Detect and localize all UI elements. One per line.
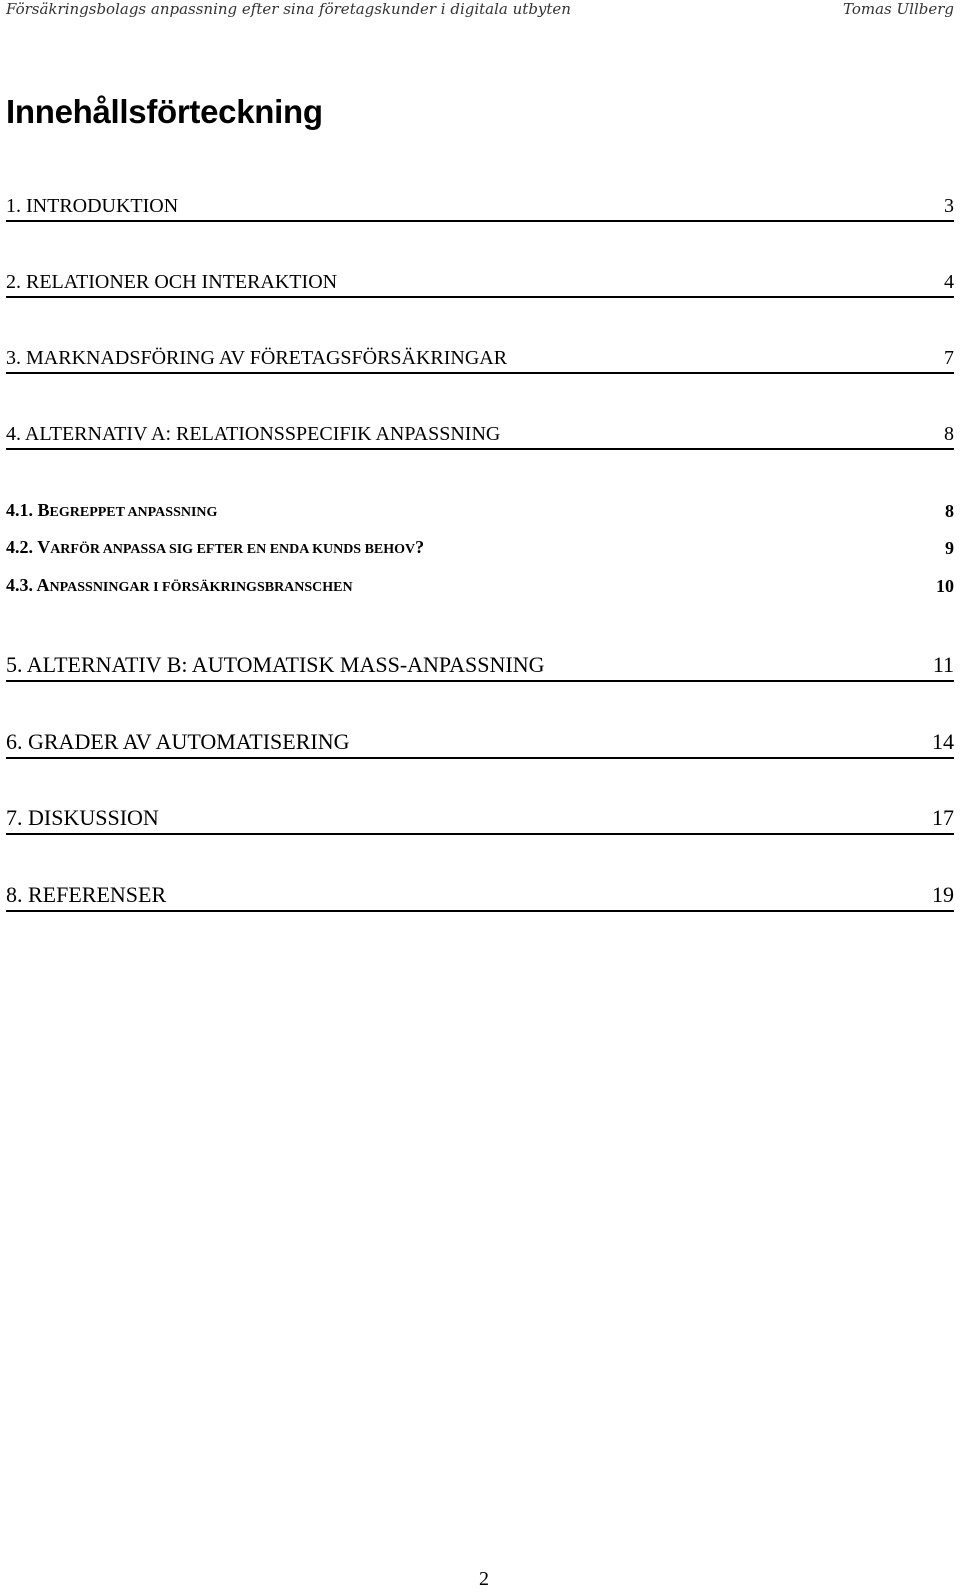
toc-subentry-text: EGREPPET ANPASSNING: [49, 505, 218, 520]
toc-subentry-number: 4.3.: [6, 575, 37, 595]
toc-subentry-title: [6, 576, 353, 595]
toc-entry-referenser[interactable]: [6, 880, 954, 912]
toc-subentry-begreppet[interactable]: [6, 500, 954, 524]
toc-entry-page: 3: [944, 195, 954, 217]
toc-entry-page: 11: [932, 652, 954, 677]
toc-entry-title: 1. INTRODUKTION: [6, 195, 179, 217]
author-name: Tomas Ullberg: [843, 0, 954, 18]
toc-subentry-anpassningar[interactable]: [6, 575, 954, 599]
toc-subentry-page: 10: [936, 576, 954, 596]
toc-subentry-page: 9: [945, 538, 954, 558]
toc-subentry-varfor[interactable]: [6, 537, 954, 561]
toc-entry-title: 5. ALTERNATIV B: AUTOMATISK MASS-ANPASSNING: [6, 652, 545, 677]
toc-entry-page: 8: [944, 423, 954, 445]
toc-subentry-initial: A: [36, 575, 50, 595]
toc-entry-page: 17: [932, 805, 954, 830]
toc-entry-title: 8. REFERENSER: [6, 882, 167, 907]
toc-subentry-title: [6, 538, 424, 557]
toc-entry-title: 6. GRADER AV AUTOMATISERING: [6, 729, 350, 754]
running-header: [6, 0, 954, 24]
toc-subentry-end: ?: [415, 537, 425, 557]
toc-entry-alternativ-b[interactable]: [6, 650, 954, 682]
toc-subentry-initial: V: [37, 537, 51, 557]
toc-entry-page: 7: [944, 347, 954, 369]
toc-entry-title: 4. ALTERNATIV A: RELATIONSSPECIFIK ANPASSNING: [6, 423, 501, 445]
toc-entry-diskussion[interactable]: [6, 803, 954, 835]
toc-entry-page: 19: [932, 882, 954, 907]
toc-subentry-initial: B: [37, 500, 50, 520]
toc-entry-page: 14: [932, 729, 954, 754]
toc-subentry-number: 4.1.: [6, 500, 38, 520]
toc-entry-title: 3. MARKNADSFÖRING AV FÖRETAGSFÖRSÄKRINGAR: [6, 347, 508, 369]
toc-entry-introduktion[interactable]: [6, 190, 954, 222]
toc-subentry-text: ARFÖR ANPASSA SIG EFTER EN ENDA KUNDS BEHOV: [50, 542, 416, 557]
toc-heading: Innehållsförteckning: [6, 93, 323, 130]
toc-entry-page: 4: [944, 271, 954, 293]
toc-entry-marknadsforing[interactable]: [6, 342, 954, 374]
toc-subentry-number: 4.2.: [6, 537, 38, 557]
page-number: [0, 1568, 960, 1591]
toc-entry-title: 7. DISKUSSION: [6, 805, 159, 830]
toc-subentry-page: 8: [945, 501, 954, 521]
toc-subentry-title: [6, 501, 217, 520]
toc-entry-grader[interactable]: [6, 727, 954, 759]
document-title: Försäkringsbolags anpassning efter sina företagskunder i digitala utbyten: [6, 0, 571, 18]
toc-entry-alternativ-a[interactable]: [6, 418, 954, 450]
page-number-value: 2: [479, 1568, 489, 1590]
toc-subentry-text: NPASSNINGAR I FÖRSÄKRINGSBRANSCHEN: [49, 580, 353, 595]
toc-entry-relationer[interactable]: [6, 266, 954, 298]
toc-entry-title: 2. RELATIONER OCH INTERAKTION: [6, 271, 338, 293]
